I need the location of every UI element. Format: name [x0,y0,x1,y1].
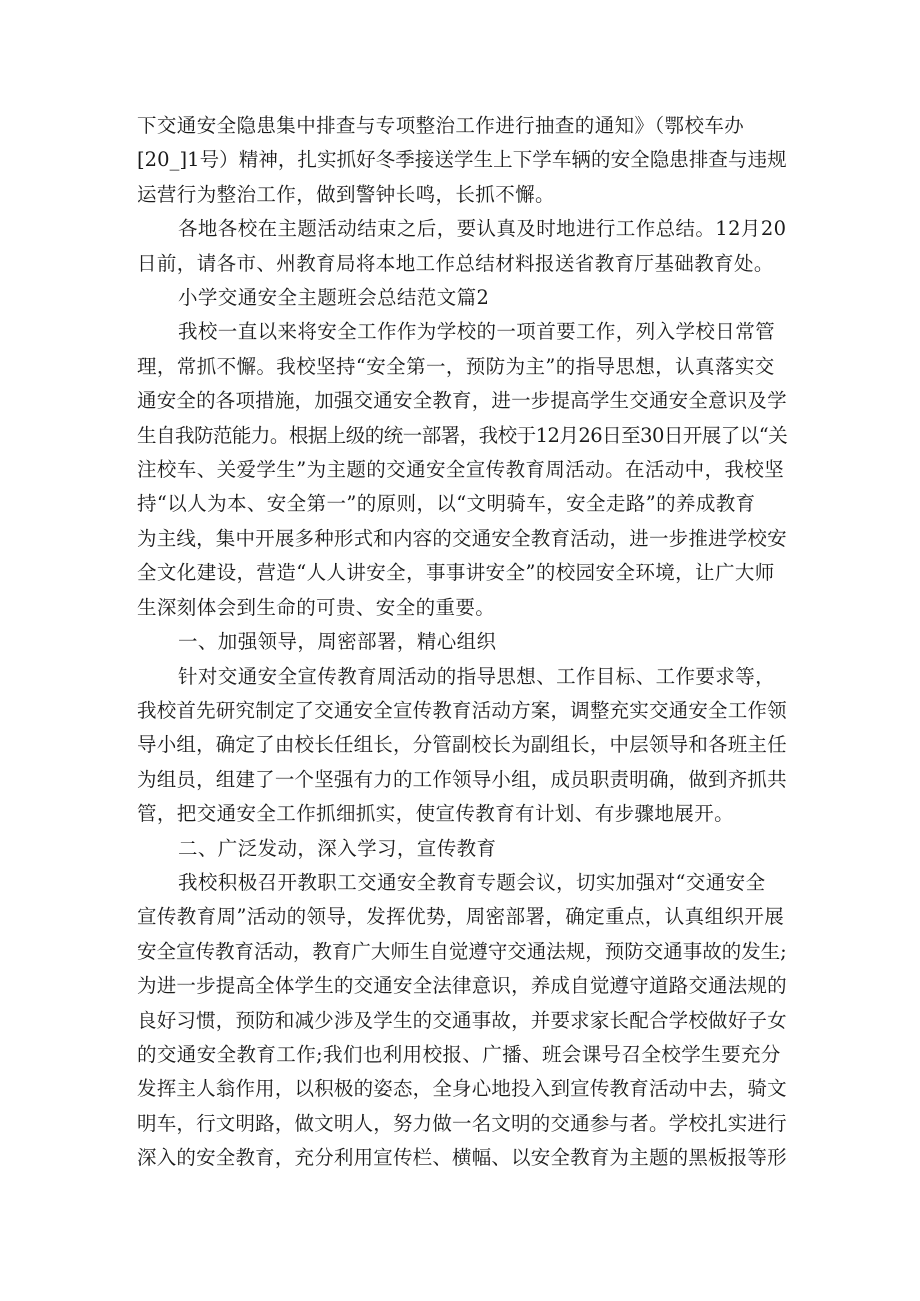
text-line: 我校首先研究制定了交通安全宣传教育活动方案，调整充实交通安全工作领 [137,698,787,722]
text-line: 发挥主人翁作用，以积极的姿态，全身心地投入到宣传教育活动中去，骑文 [137,1077,787,1101]
text-line: 我校一直以来将安全工作作为学校的一项首要工作，列入学校日常管 [178,320,776,344]
text-line: 为组员，组建了一个坚强有力的工作领导小组，成员职责明确，做到齐抓共 [137,767,787,791]
text-line: 全文化建设，营造“人人讲安全，事事讲安全”的校园安全环境，让广大师 [137,561,775,585]
paragraph-p8 [137,866,787,1176]
paragraph-p5 [137,625,787,659]
text-line: 一、加强领导，周密部署，精心组织 [178,630,497,654]
paragraph-p1 [137,109,787,212]
paragraph-p6 [137,660,787,832]
document-body [137,109,787,1176]
text-line: 理，常抓不懈。我校坚持“安全第一，预防为主”的指导思想，认真落实交 [137,354,775,378]
text-line: 管，把交通安全工作抓细抓实，使宣传教育有计划、有步骤地展开。 [137,802,735,826]
text-line: 明车，行文明路，做文明人，努力做一名文明的交通参与者。学校扎实进行 [137,1111,787,1135]
paragraph-p4 [137,315,787,625]
text-line: 二、广泛发动，深入学习，宣传教育 [178,836,497,860]
text-line: 我校积极召开教职工交通安全教育专题会议，切实加强对“交通安全 [178,870,766,894]
text-line: 生自我防范能力。根据上级的统一部署，我校于12月26日至30日开展了以“关 [137,423,788,447]
text-line: 的交通安全教育工作;我们也利用校报、广播、班会课号召全校学生要充分 [137,1042,781,1066]
text-line: 注校车、关爱学生”为主题的交通安全宣传教育周活动。在活动中，我校坚 [137,458,785,482]
text-line: 各地各校在主题活动结束之后，要认真及时地进行工作总结。12月20 [178,217,787,241]
text-line: 下交通安全隐患集中排查与专项整治工作进行抽查的通知》（鄂校车办 [137,114,745,137]
paragraph-p3 [137,281,787,315]
text-line: 为进一步提高全体学生的交通安全法律意识，养成自觉遵守道路交通法规的 [137,974,787,998]
text-line: 生深刻体会到生命的可贵、安全的重要。 [137,595,496,619]
text-line: 针对交通安全宣传教育周活动的指导思想、工作目标、工作要求等， [178,664,776,688]
text-line: 深入的安全教育，充分利用宣传栏、横幅、以安全教育为主题的黑板报等形 [137,1146,787,1170]
text-line: 通安全的各项措施，加强交通安全教育，进一步提高学生交通安全意识及学 [137,389,787,413]
text-line: [20_]1号）精神，扎实抓好冬季接送学生上下学车辆的安全隐患排查与违规 [137,148,787,172]
text-line: 日前，请各市、州教育局将本地工作总结材料报送省教育厅基础教育处。 [137,251,774,275]
paragraph-p7 [137,832,787,866]
text-line: 持“以人为本、安全第一”的原则，以“文明骑车，安全走路”的养成教育 [137,492,756,516]
text-line: 良好习惯，预防和减少涉及学生的交通事故，并要求家长配合学校做好子女 [137,1008,787,1032]
text-line: 小学交通安全主题班会总结范文篇2 [178,286,490,310]
text-line: 宣传教育周”活动的领导，发挥优势，周密部署，确定重点，认真组织开展 [137,905,785,929]
text-line: 安全宣传教育活动，教育广大师生自觉遵守交通法规，预防交通事故的发生; [137,939,787,963]
paragraph-p2 [137,212,787,281]
text-line: 为主线，集中开展多种形式和内容的交通安全教育活动，进一步推进学校安 [137,526,787,550]
text-line: 运营行为整治工作，做到警钟长鸣，长抓不懈。 [137,182,555,206]
text-line: 导小组，确定了由校长任组长，分管副校长为副组长，中层领导和各班主任 [137,733,787,757]
